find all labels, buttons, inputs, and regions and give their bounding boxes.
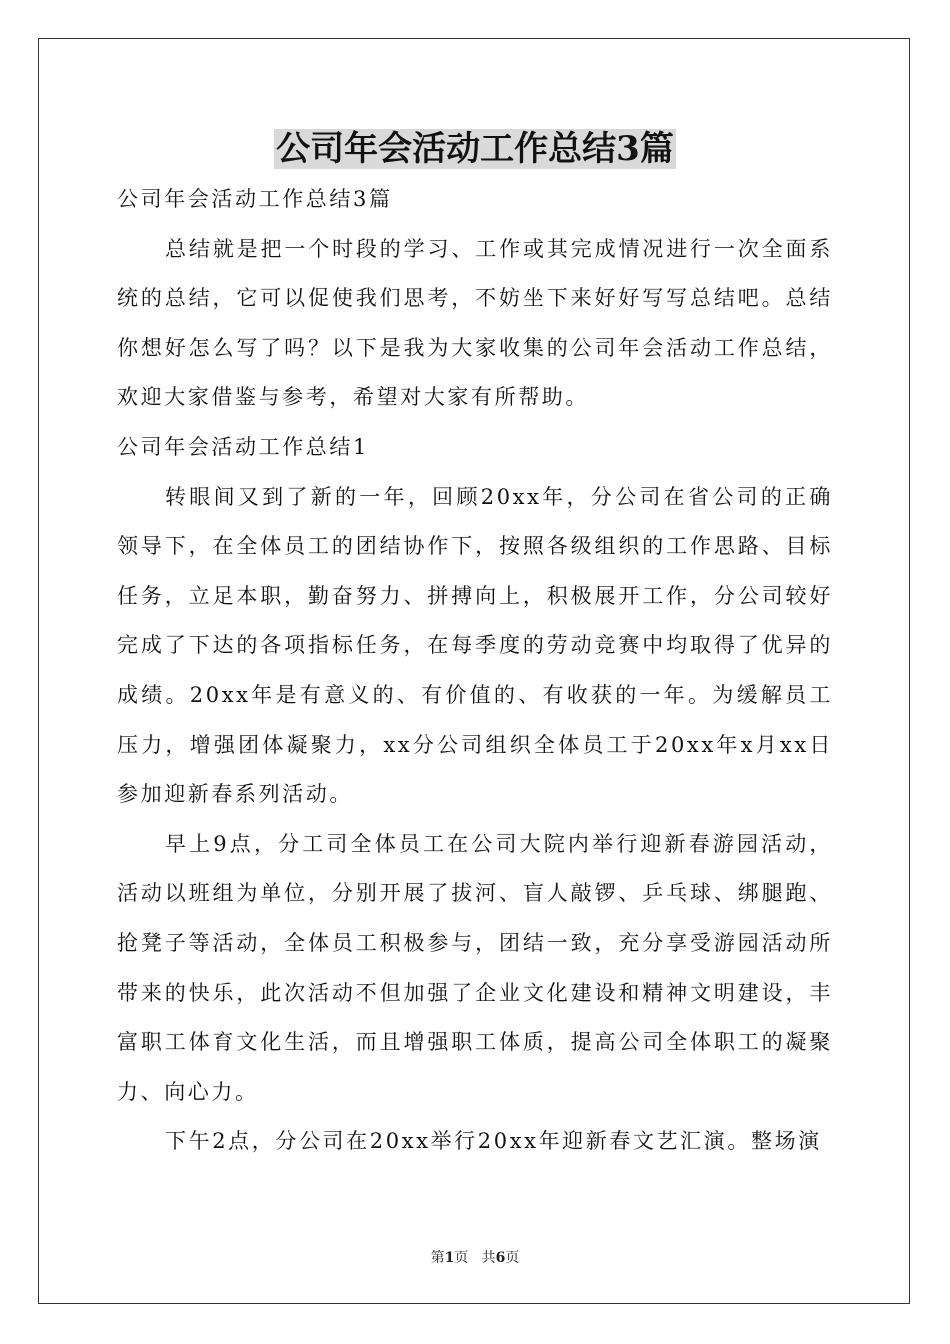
- document-title: [0, 124, 950, 174]
- page-total: 6: [495, 1250, 506, 1266]
- section-heading-1: 公司年会活动工作总结1: [117, 434, 369, 459]
- subtitle-line: 公司年会活动工作总结3篇: [117, 187, 393, 211]
- body-paragraph: 下午2点，分公司在20xx举行20xx年迎新春文艺汇演。整场演: [165, 1129, 822, 1154]
- body-paragraph: 早上9点，分工司全体员工在公司大院内举行迎新春游园活动，活动以班组为单位，分别开展了拔河、盲人敲锣、乒乓球、绑腿跑、抢凳子等活动，全体员工积极参与，团结一致，充分享受游园活动所带来的快乐，此次活动不但加强了企业文化建设和精神文明建设，丰富职工体育文化生活，而且增强职工体质，提高公司全体职工的凝聚力、向心力。: [117, 831, 833, 1104]
- total-suffix: 页: [505, 1250, 520, 1266]
- document-title-text: 公司年会活动工作总结3篇: [276, 129, 674, 169]
- total-prefix: 共: [481, 1250, 496, 1266]
- body-paragraph: 转眼间又到了新的一年，回顾20xx年，分公司在省公司的正确领导下，在全体员工的团结协作下，按照各级组织的工作思路、目标任务，立足本职，勤奋努力、拼搏向上，积极展开工作，分公司较好完成了下达的各项指标任务，在每季度的劳动竞赛中均取得了优异的成绩。20xx年是有意义的、有价值的、有收获的一年。为缓解员工压力，增强团体凝聚力，xx分公司组织全体员工于20xx年x月xx日参加迎新春系列活动。: [117, 484, 833, 807]
- page-prefix: 第: [430, 1250, 445, 1266]
- intro-paragraph: 总结就是把一个时段的学习、工作或其完成情况进行一次全面系统的总结，它可以促使我们思考，不妨坐下来好好写写总结吧。总结你想好怎么写了吗？以下是我为大家收集的公司年会活动工作总结，欢迎大家借鉴与参考，希望对大家有所帮助。: [117, 236, 833, 410]
- page-current: 1: [444, 1250, 455, 1266]
- page-footer: [0, 1248, 950, 1268]
- document-body: [117, 175, 833, 1167]
- page-suffix: 页: [454, 1250, 469, 1266]
